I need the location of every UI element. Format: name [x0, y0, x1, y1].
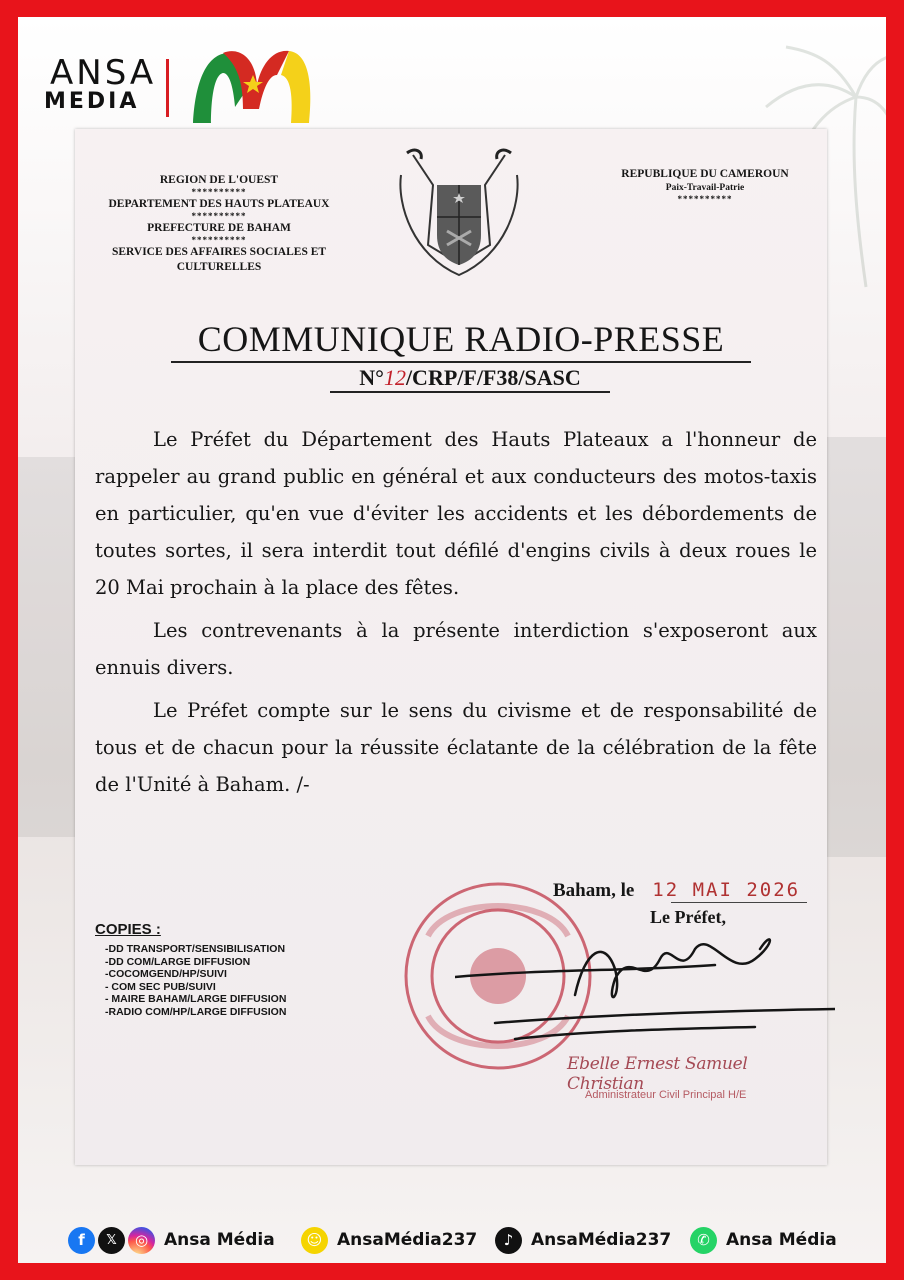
logo-m-icon	[185, 45, 315, 127]
department-line: DEPARTEMENT DES HAUTS PLATEAUX	[108, 198, 330, 210]
date-underline	[671, 902, 807, 903]
paragraph: Les contrevenants à la présente interdiction s'exposeront aux ennuis divers.	[95, 619, 817, 679]
signatory-rank: Administrateur Civil Principal H/E	[585, 1089, 747, 1101]
copy-recipient: -DD COM/LARGE DIFFUSION	[105, 955, 251, 968]
facebook-icon[interactable]: f	[68, 1227, 95, 1254]
copy-recipient: - MAIRE BAHAM/LARGE DIFFUSION	[105, 993, 287, 1005]
copy-recipient: -DD TRANSPORT/SENSIBILISATION	[105, 943, 286, 955]
reference-prefix: N°	[359, 365, 384, 390]
snapchat-icon[interactable]: ☺	[301, 1227, 328, 1254]
date-line	[553, 877, 813, 904]
separator-stars: **********	[677, 194, 733, 204]
signature-icon	[455, 919, 835, 1059]
social-tiktok[interactable]	[495, 1223, 671, 1257]
reference-suffix: /CRP/F/F38/SASC	[405, 365, 581, 390]
whatsapp-icon[interactable]: ✆	[690, 1227, 717, 1254]
document-reference	[330, 365, 610, 393]
copy-recipient: -RADIO COM/HP/LARGE DIFFUSION	[105, 1005, 287, 1018]
x-icon[interactable]: 𝕏	[98, 1227, 125, 1254]
place-label: Baham, le	[553, 880, 635, 901]
reference-number: 12	[383, 365, 406, 390]
document-title: COMMUNIQUE RADIO-PRESSE	[171, 319, 751, 363]
copy-recipient: -COCOMGEND/HP/SUIVI	[105, 968, 227, 980]
prefecture-line: PREFECTURE DE BAHAM	[147, 222, 291, 234]
communique-body	[95, 421, 817, 809]
service-line: SERVICE DES AFFAIRES SOCIALES ET CULTURELLES	[111, 246, 327, 273]
separator-stars: **********	[191, 211, 247, 221]
ansa-media-logo	[30, 31, 320, 126]
social-handle: Ansa Média	[164, 1230, 275, 1250]
communique-document	[75, 129, 827, 1165]
region-line: REGION DE L'OUEST	[159, 174, 279, 186]
logo-name-bottom: MEDIA	[44, 89, 140, 114]
separator-stars: **********	[191, 235, 247, 245]
separator-stars: **********	[191, 187, 247, 197]
country-header	[605, 167, 805, 204]
social-snapchat[interactable]	[301, 1223, 477, 1257]
tiktok-icon[interactable]: ♪	[495, 1227, 522, 1254]
social-handle: AnsaMédia237	[531, 1230, 672, 1250]
social-facebook-x-instagram[interactable]	[68, 1223, 275, 1257]
signatory-name: Ebelle Ernest Samuel Christian	[567, 1054, 748, 1094]
instagram-icon[interactable]: ◎	[128, 1227, 155, 1254]
social-footer	[18, 1223, 886, 1259]
social-handle: Ansa Média	[726, 1230, 837, 1250]
signatory-title: Le Préfet,	[650, 907, 726, 927]
country-line: REPUBLIQUE DU CAMEROUN	[621, 168, 789, 180]
copy-recipient: - COM SEC PUB/SUIVI	[105, 980, 216, 993]
copies-title: COPIES :	[95, 921, 161, 938]
issuer-header	[89, 173, 349, 275]
page-frame	[18, 17, 886, 1263]
date-stamp: 12 MAI 2026	[652, 879, 801, 901]
logo-name-top: ANSA	[50, 53, 157, 93]
paragraph: Le Préfet du Département des Hauts Plateaux a l'honneur de rappeler au grand public en général et aux conducteurs des motos-taxis en particulier, qu'en vue d'éviter les accidents et les débordements de toutes sortes, il sera interdit tout défilé d'engins civils à deux roues le 20 Mai prochain à la place des fêtes.	[95, 428, 817, 599]
copies-list	[95, 921, 395, 1018]
coat-of-arms-icon	[393, 145, 525, 285]
social-whatsapp[interactable]	[690, 1223, 837, 1257]
logo-divider	[166, 59, 169, 117]
paragraph: Le Préfet compte sur le sens du civisme et de responsabilité de tous et de chacun pour la réussite éclatante de la célébration de la fête de l'Unité à Baham. /-	[95, 699, 817, 796]
motto-line: Paix-Travail-Patrie	[665, 183, 745, 193]
social-handle: AnsaMédia237	[337, 1230, 478, 1250]
